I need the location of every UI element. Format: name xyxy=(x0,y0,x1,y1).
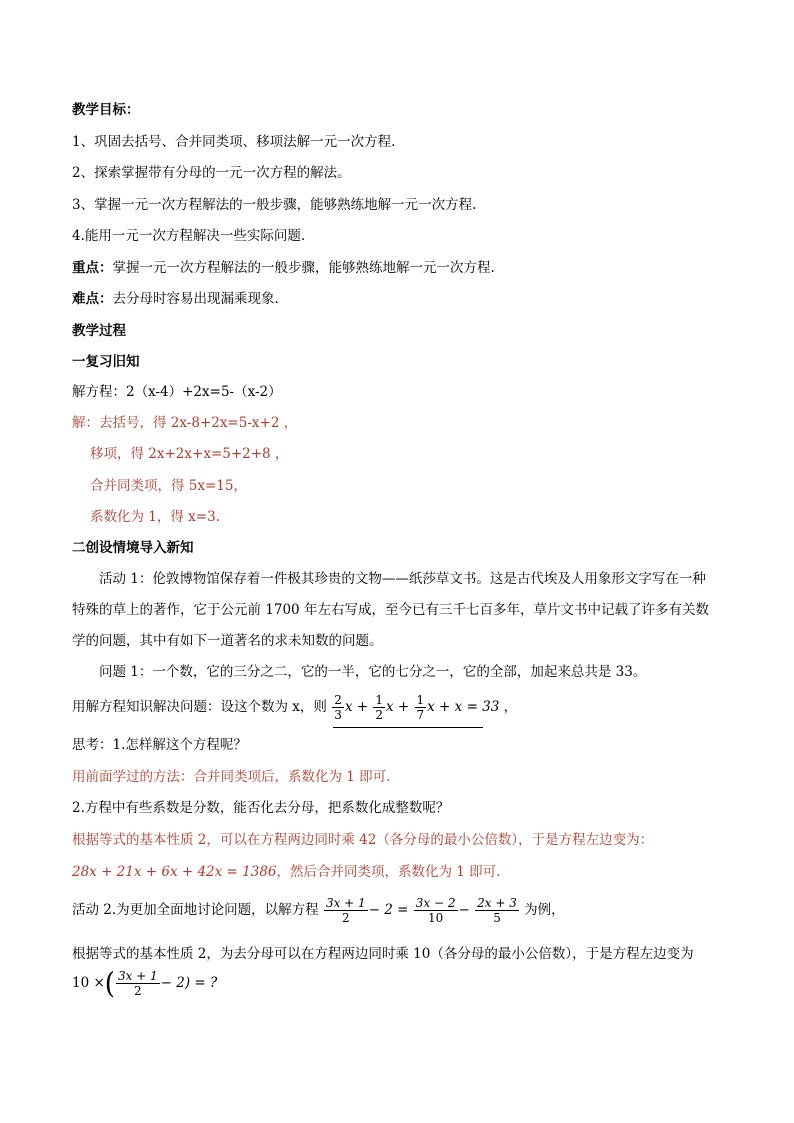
step-equation: 5x=15 xyxy=(188,478,234,494)
key-point xyxy=(72,258,495,278)
solution-step-2 xyxy=(90,444,288,464)
step-equation: x=3. xyxy=(188,509,220,525)
activity2-suffix: 为例， xyxy=(524,902,565,918)
step-label: 移项，得 xyxy=(90,446,149,462)
objectives-title: 教学目标： xyxy=(72,102,140,118)
question1-text: 问题 1：一个数，它的三分之二，它的一半，它的七分之一，它的全部，加起来总共是 33。 xyxy=(99,664,647,680)
activity1-text: 学的问题，其中有如下一道著名的求未知数的问题。 xyxy=(72,633,383,649)
fraction: $\frac{3x + 1}{2}$ xyxy=(117,969,158,998)
solution-step-1 xyxy=(72,413,297,433)
difficulty-text: 去分母时容易出现漏乘现象. xyxy=(112,291,279,307)
activity2-prefix: 活动 2.为更加全面地讨论问题，以解方程 xyxy=(72,902,319,918)
fraction: $\frac{2x + 3}{5}$ xyxy=(477,896,517,925)
solve-intro-text: 用解方程知识解决问题：设这个数为 x，则 xyxy=(72,699,327,715)
objective-item: 2、探索掌握带有分母的一元一次方程的解法。 xyxy=(72,165,351,181)
step-suffix: ， xyxy=(233,478,247,494)
objective-item: 1、巩固去括号、合并同类项、移项法解一元一次方程. xyxy=(72,134,396,150)
difficulty-label: 难点： xyxy=(72,291,113,307)
new-knowledge-title: 二创设情境导入新知 xyxy=(72,540,194,556)
activity2-text: 根据等式的基本性质 2，为去分母可以在方程两边同时乘 10（各分母的最小公倍数），于是方程左边变为 xyxy=(72,946,694,962)
review-title: 一复习旧知 xyxy=(72,354,140,370)
solution-step-4 xyxy=(90,507,220,527)
answer2-text: 根据等式的基本性质 2，可以在方程两边同时乘 42（各分母的最小公倍数），于是方程左边变为： xyxy=(72,832,654,848)
fraction: $\frac{2}{3}$ xyxy=(334,693,342,722)
key-label: 重点： xyxy=(72,260,113,276)
answer1-text: 用前面学过的方法：合并同类项后，系数化为 1 即可. xyxy=(72,769,391,785)
activity2-line xyxy=(72,894,565,926)
solution-step-3 xyxy=(90,476,247,496)
underline xyxy=(333,727,483,728)
step-label: 系数化为 1，得 xyxy=(90,509,189,525)
objective-item: 4.能用一元一次方程解决一些实际问题. xyxy=(72,228,306,244)
step-suffix: ， xyxy=(270,446,289,462)
fraction: $\frac{3x - 2}{10}$ xyxy=(415,896,456,925)
review-problem: 解方程：2（x-4）+2x=5-（x-2） xyxy=(72,384,282,400)
step-equation: 2x+2x+x=5+2+8 xyxy=(148,446,271,462)
equation-2-end: 合并同类项，系数化为 1 即可. xyxy=(317,864,501,880)
step-equation: 2x-8+2x=5-x+2 xyxy=(170,415,280,431)
equation-2-mid: ，然后 xyxy=(276,864,318,880)
step-label: 合并同类项，得 xyxy=(90,478,189,494)
think1-text: 思考：1.怎样解这个方程呢？ xyxy=(72,737,247,753)
step-label: 解：去括号，得 xyxy=(72,415,171,431)
objective-item: 3、掌握一元一次方程解法的一般步骤，能够熟练地解一元一次方程. xyxy=(72,197,477,213)
equation-1: $\frac{2}{3}$ x + $\frac{1}{2}$ x + $\frac{1}{7}$ x + x = 33 xyxy=(334,693,500,722)
fraction: $\frac{1}{7}$ xyxy=(416,693,425,722)
equation-3: $\frac{3x + 1}{2}$ − 2 = $\frac{3x - 2}{10}$ − $\frac{2x + 3}{5}$ xyxy=(325,896,517,925)
equation-2-line xyxy=(72,862,500,882)
think2-text: 2.方程中有些系数是分数，能否化去分母，把系数化成整数呢？ xyxy=(72,800,450,816)
process-title: 教学过程 xyxy=(72,323,126,339)
equation-4-line xyxy=(72,966,217,1000)
fraction: $\frac{3x + 1}{2}$ xyxy=(325,896,366,925)
difficulty-point xyxy=(72,289,279,309)
equation-end: ， xyxy=(503,699,518,715)
activity1-text: 活动 1：伦敦博物馆保存着一件极其珍贵的文物——纸莎草文书。这是古代埃及人用象形文字写在一种 xyxy=(99,571,706,587)
activity1-text: 特殊的草上的著作，它于公元前 1700 年左右写成，至今已有三千七百多年，草片文书中记载了许多有关数 xyxy=(72,602,709,618)
equation-4: 10 ×( $\frac{3x + 1}{2}$ − 2) = ? xyxy=(72,967,218,1000)
key-text: 掌握一元一次方程解法的一般步骤，能够熟练地解一元一次方程. xyxy=(112,260,495,276)
fraction: $\frac{1}{2}$ xyxy=(375,693,383,722)
equation-2: 28x + 21x + 6x + 42x = 1386 xyxy=(72,864,277,880)
step-suffix: ， xyxy=(279,415,298,431)
solve-intro-line xyxy=(72,692,517,722)
